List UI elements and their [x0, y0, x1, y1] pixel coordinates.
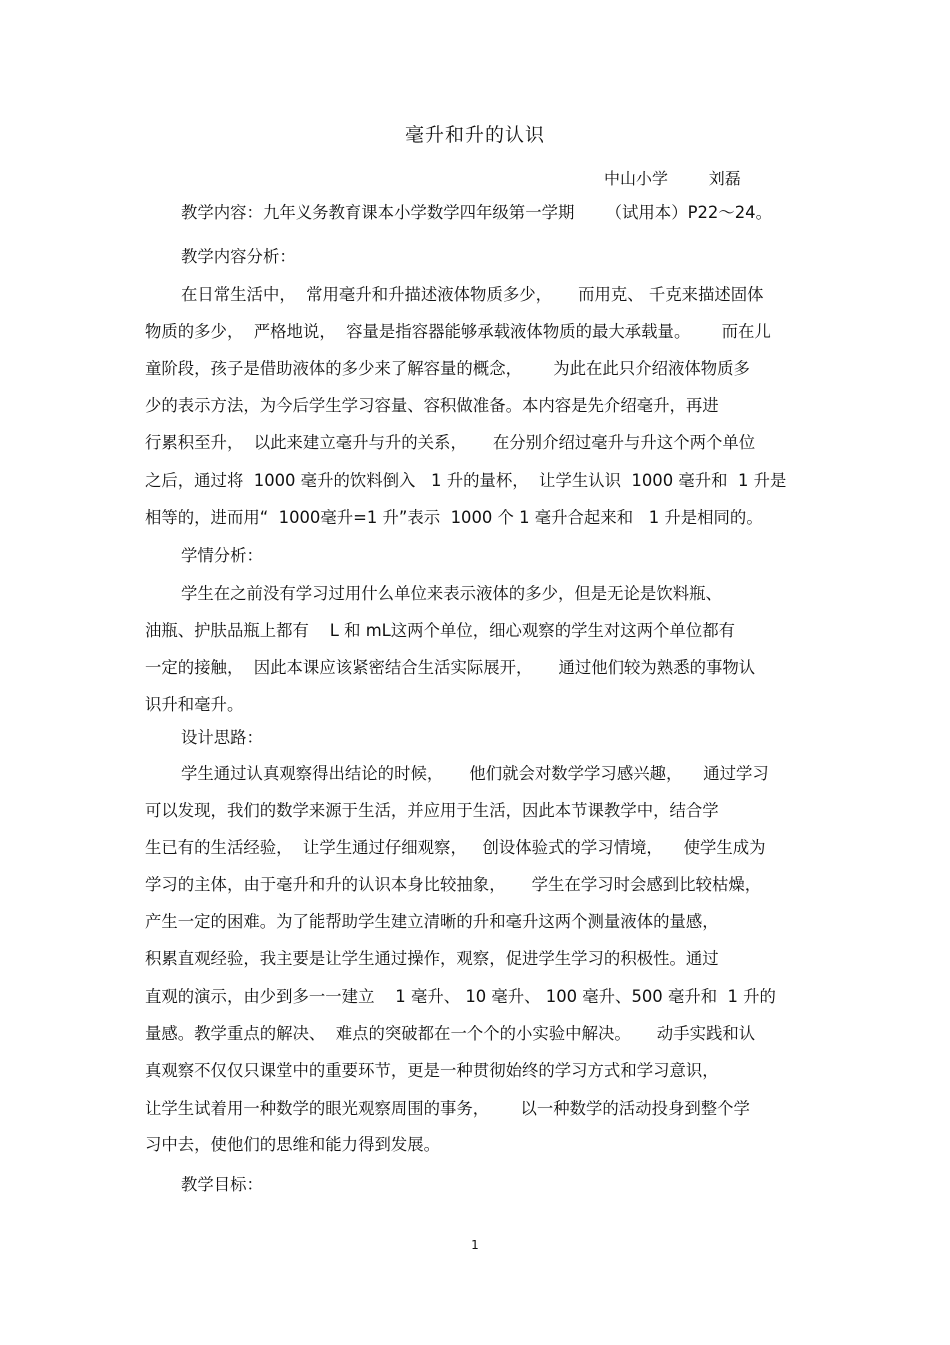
paragraph-line: 直观的演示，由少到多一一建立 1 毫升、 10 毫升、 100 毫升、500 毫升和 1 升的 — [145, 987, 776, 1006]
paragraph-line: 可以发现，我们的数学来源于生活，并应用于生活，因此本节课教学中，结合学 — [145, 801, 719, 820]
paragraph-line: 生已有的生活经验， 让学生通过仔细观察， 创设体验式的学习情境， 使学生成为 — [145, 838, 766, 857]
teaching-content-line: 教学内容：九年义务教育课本小学数学四年级第一学期 （试用本）P22～24。 — [181, 203, 772, 222]
paragraph-line: 行累积至升， 以此来建立毫升与升的关系， 在分别介绍过毫升与升这个两个单位 — [145, 433, 756, 452]
paragraph-line: 真观察不仅仅只课堂中的重要环节，更是一种贯彻始终的学习方式和学习意识， — [145, 1061, 719, 1080]
paragraph-line: 之后，通过将 1000 毫升的饮料倒入 1 升的量杯， 让学生认识 1000 毫升和 1 升是 — [145, 471, 787, 490]
paragraph-line: 学生在之前没有学习过用什么单位来表示液体的多少，但是无论是饮料瓶、 — [181, 584, 722, 603]
paragraph-line: 物质的多少， 严格地说， 容量是指容器能够承载液体物质的最大承载量。 而在儿 — [145, 322, 771, 341]
paragraph-line: 让学生试着用一种数学的眼光观察周围的事务， 以一种数学的活动投身到整个学 — [145, 1099, 750, 1118]
paragraph-line: 一定的接触， 因此本课应该紧密结合生活实际展开， 通过他们较为熟悉的事物认 — [145, 658, 756, 677]
heading-content-analysis: 教学内容分析： — [181, 247, 296, 266]
heading-design-ideas: 设计思路： — [181, 728, 263, 747]
paragraph-line: 习中去，使他们的思维和能力得到发展。 — [145, 1135, 441, 1154]
page-number: 1 — [471, 1238, 479, 1252]
paragraph-line: 识升和毫升。 — [145, 695, 244, 714]
paragraph-line: 油瓶、护肤品瓶上都有 L 和 mL这两个单位，细心观察的学生对这两个单位都有 — [145, 621, 735, 640]
paragraph-line: 童阶段，孩子是借助液体的多少来了解容量的概念， 为此在此只介绍液体物质多 — [145, 359, 750, 378]
paragraph-line: 少的表示方法，为今后学生学习容量、容积做准备。本内容是先介绍毫升，再进 — [145, 396, 719, 415]
heading-student-analysis: 学情分析： — [181, 546, 263, 565]
paragraph-line: 相等的，进而用“ 1000毫升=1 升”表示 1000 个 1 毫升合起来和 1 升是相同的。 — [145, 508, 763, 527]
paragraph-line: 产生一定的困难。为了能帮助学生建立清晰的升和毫升这两个测量液体的量感， — [145, 912, 719, 931]
heading-teaching-goals: 教学目标： — [181, 1175, 263, 1194]
page-title: 毫升和升的认识 — [404, 124, 545, 146]
paragraph-line: 学习的主体，由于毫升和升的认识本身比较抽象， 学生在学习时会感到比较枯燥， — [145, 875, 762, 894]
author-line: 中山小学 刘磊 — [604, 169, 741, 188]
paragraph-line: 在日常生活中， 常用毫升和升描述液体物质多少， 而用克、 千克来描述固体 — [181, 285, 764, 304]
paragraph-line: 积累直观经验，我主要是让学生通过操作，观察，促进学生学习的积极性。通过 — [145, 949, 719, 968]
paragraph-line: 学生通过认真观察得出结论的时候， 他们就会对数学学习感兴趣， 通过学习 — [181, 764, 769, 783]
paragraph-line: 量感。教学重点的解决、 难点的突破都在一个个的小实验中解决。 动手实践和认 — [145, 1024, 756, 1043]
